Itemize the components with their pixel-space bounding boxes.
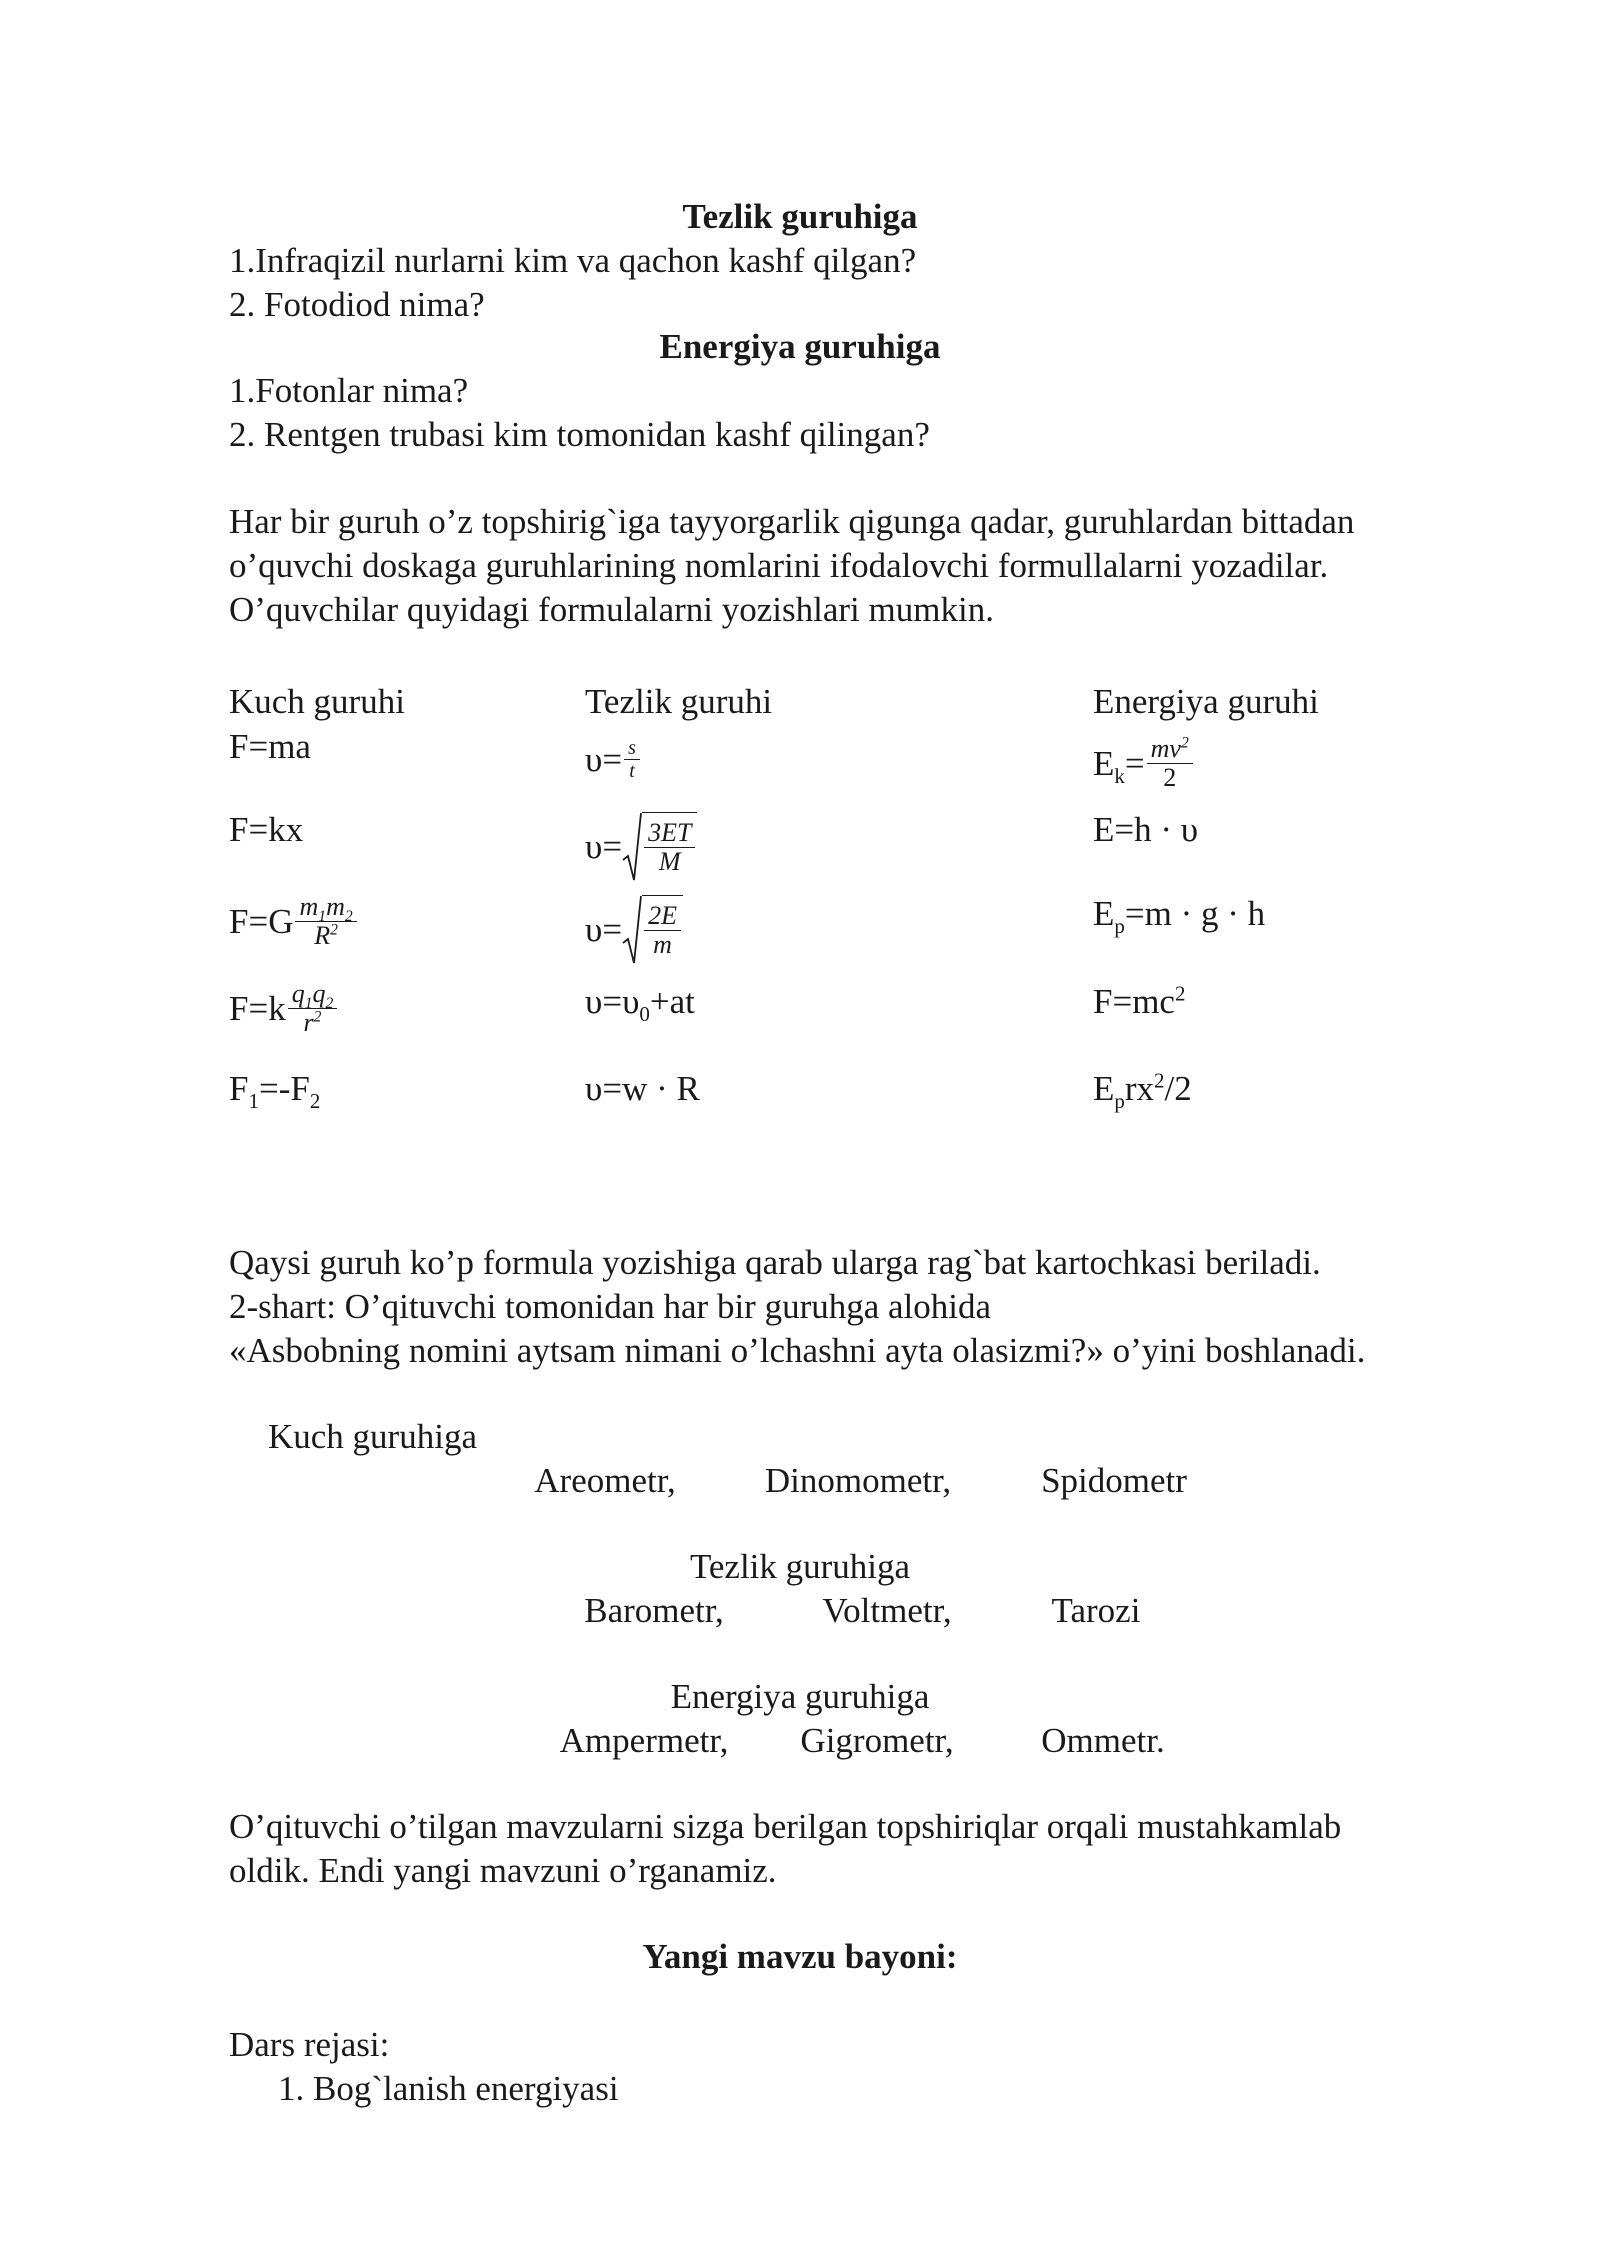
kuch-formula-5: $F_1=-F_2$ xyxy=(229,1069,321,1113)
tezlik-formula-5: υ=w · R xyxy=(585,1069,700,1108)
energiya-formula-3: $E_p=m \cdot g \cdot h$ xyxy=(1093,894,1266,938)
new-topic-heading: Yangi mavzu bayoni: xyxy=(642,1937,958,1976)
sqrt-3ET-over-M: $\frac{3ET}{M}$ xyxy=(622,812,697,882)
sqrt-2E-over-m: $\frac{2E}{m}$ xyxy=(622,895,683,965)
velocity-fraction: $\frac{s}{t}$ xyxy=(624,737,640,782)
kuch-instrument-2: Dinomometr, xyxy=(764,1461,952,1500)
tezlik-formula-4: $\upsilon=\upsilon_0+at$ xyxy=(585,982,695,1026)
column-kuch-heading: Kuch guruhi xyxy=(229,682,405,721)
tezlik-heading: Tezlik guruhiga xyxy=(682,197,918,236)
tezlik-guruhiga-label: Tezlik guruhiga xyxy=(689,1547,911,1586)
coulomb-fraction: $\frac{q_1q_2}{r^2}$ xyxy=(288,980,338,1037)
paragraph-2-line-1: Qaysi guruh ko’p formula yozishiga qarab ularga rag`bat kartochkasi beriladi. xyxy=(229,1243,1321,1282)
tezlik-formula-2 xyxy=(585,812,697,882)
kuch-guruhiga-label: Kuch guruhiga xyxy=(268,1417,477,1456)
energiya-instrument-3: Ommetr. xyxy=(1041,1721,1165,1760)
tezlik-formula-2-lhs: υ= xyxy=(585,827,623,866)
kuch-instrument-1: Areometr, xyxy=(534,1461,676,1500)
gravitation-fraction: $\frac{m_1m_2}{R^2}$ xyxy=(295,893,356,950)
tezlik-formula-1 xyxy=(585,737,642,782)
column-energiya-heading: Energiya guruhi xyxy=(1093,682,1319,721)
lesson-plan-label: Dars rejasi: xyxy=(229,2025,390,2064)
kuch-formula-2: F=kx xyxy=(229,810,304,849)
kinetic-energy-fraction: $\frac{mv^2}{2}$ xyxy=(1147,735,1193,792)
paragraph-2-line-3: «Asbobning nomini aytsam nimani o’lchashni ayta olasizmi?» o’yini boshlanadi. xyxy=(229,1331,1366,1370)
kuch-instrument-3: Spidometr xyxy=(1041,1461,1187,1500)
tezlik-formula-3-lhs: υ= xyxy=(585,910,623,949)
kuch-formula-3 xyxy=(229,893,359,950)
paragraph-1-line-3: O’quvchilar quyidagi formulalarni yozishlari mumkin. xyxy=(229,590,994,629)
kuch-formula-4 xyxy=(229,980,339,1037)
energiya-formula-5: $E_prx^2/2$ xyxy=(1093,1068,1192,1113)
energiya-heading: Energiya guruhiga xyxy=(659,327,941,366)
lesson-plan-item-1: 1. Bog`lanish energiyasi xyxy=(278,2069,619,2108)
tezlik-question-1: 1.Infraqizil nurlarni kim va qachon kashf qilgan? xyxy=(229,241,917,280)
kuch-formula-3-lhs: F=G xyxy=(229,901,294,941)
energiya-formula-4: $F=mc^2$ xyxy=(1093,981,1186,1021)
energiya-guruhiga-label: Energiya guruhiga xyxy=(670,1677,930,1716)
tezlik-question-2: 2. Fotodiod nima? xyxy=(229,285,485,324)
paragraph-1-line-1: Har bir guruh o’z topshirig`iga tayyorgarlik qigunga qadar, guruhlardan bittadan xyxy=(229,502,1355,541)
kuch-formula-1: F=ma xyxy=(229,727,311,766)
kuch-formula-4-lhs: F=k xyxy=(229,988,286,1028)
energiya-formula-1: $E_k=$ $\frac{mv^2}{2}$ xyxy=(1093,735,1195,792)
paragraph-1-line-2: o’quvchi doskaga guruhlarining nomlarini ifodalovchi formullalarni yozadilar. xyxy=(229,546,1329,585)
paragraph-3-line-2: oldik. Endi yangi mavzuni o’rganamiz. xyxy=(229,1851,777,1890)
tezlik-instrument-1: Barometr, xyxy=(584,1591,724,1630)
paragraph-3-line-1: O’qituvchi o’tilgan mavzularni sizga berilgan topshiriqlar orqali mustahkamlab xyxy=(229,1807,1342,1846)
paragraph-2-line-2: 2-shart: O’qituvchi tomonidan har bir guruhga alohida xyxy=(229,1287,992,1326)
energiya-instrument-1: Ampermetr, xyxy=(559,1721,729,1760)
energiya-question-1: 1.Fotonlar nima? xyxy=(229,371,469,410)
energiya-formula-2: E=h · υ xyxy=(1093,810,1199,849)
energiya-instrument-2: Gigrometr, xyxy=(800,1721,954,1760)
tezlik-instrument-2: Voltmetr, xyxy=(822,1591,952,1630)
energiya-question-2: 2. Rentgen trubasi kim tomonidan kashf qilingan? xyxy=(229,415,930,454)
column-tezlik-heading: Tezlik guruhi xyxy=(585,682,773,721)
tezlik-formula-3 xyxy=(585,895,683,965)
tezlik-formula-1-lhs: υ= xyxy=(585,739,623,779)
tezlik-instrument-3: Tarozi xyxy=(1051,1591,1141,1630)
